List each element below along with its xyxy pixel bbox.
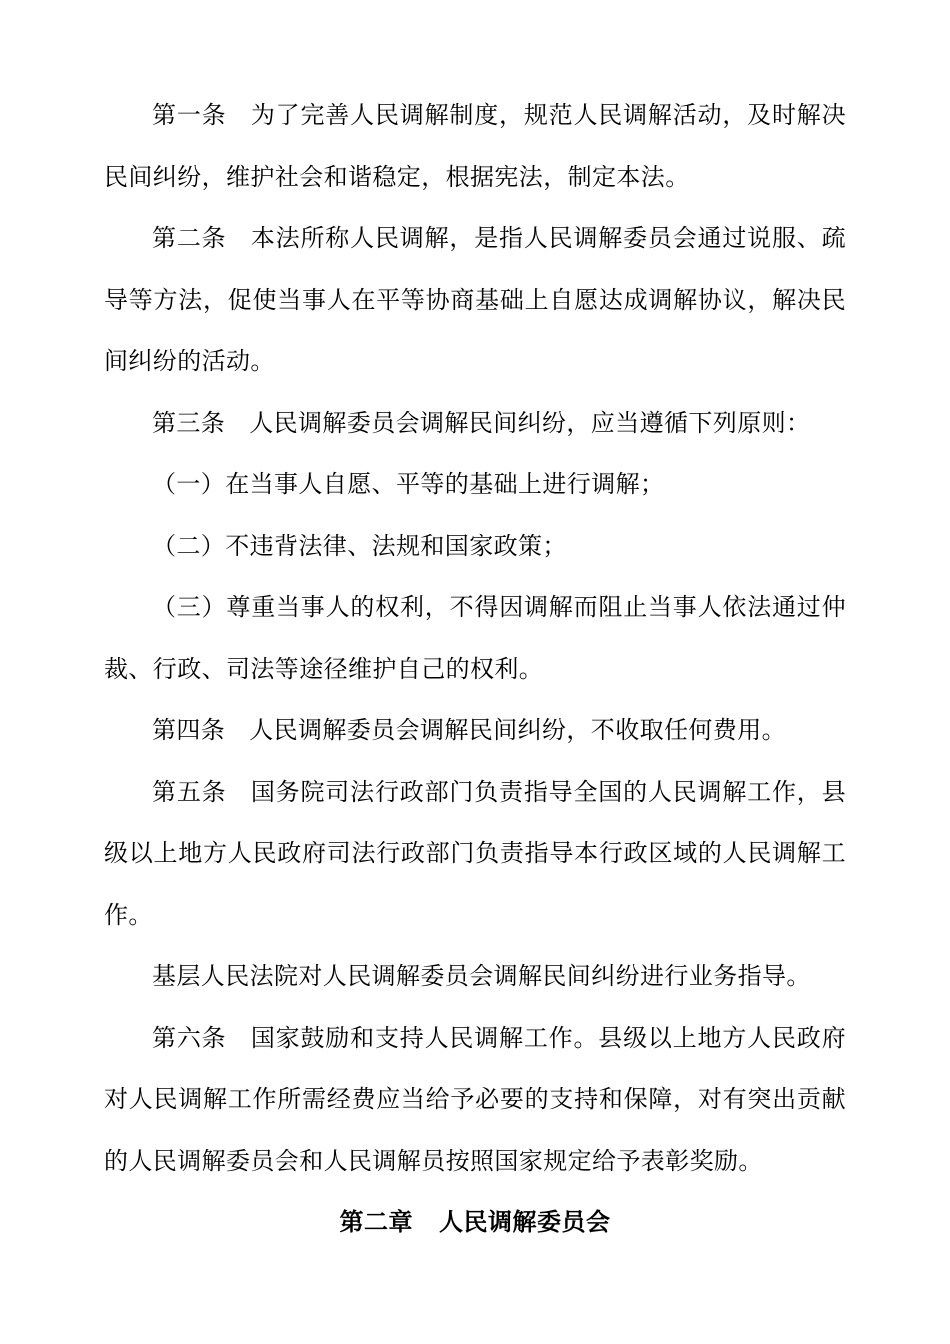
document-body: [104, 0, 846, 1254]
article-6: [104, 1008, 846, 1193]
article-label: 第三条: [152, 408, 226, 437]
article-text: 本法所称人民调解，是指人民调解委员会通过说服、疏导等方法，促使当事人在平等协商基础上自愿达成调解协议，解决民间纠纷的活动。: [104, 224, 846, 375]
article-4: [104, 700, 846, 762]
article-5-paragraph-2: 基层人民法院对人民调解委员会调解民间纠纷进行业务指导。: [152, 962, 811, 990]
article-label: 第五条: [152, 777, 227, 806]
article-label: 第四条: [152, 716, 226, 744]
article-label: 第六条: [152, 1023, 227, 1052]
article-text: 国家鼓励和支持人民调解工作。县级以上地方人民政府对人民调解工作所需经费应当给予必要的支持和保障，对有突出贡献的人民调解委员会和人民调解员按照国家规定给予表彰奖励。: [104, 1023, 846, 1175]
article-5: [104, 762, 846, 947]
chapter-heading: [104, 1192, 846, 1254]
article-3-item-3: （三）尊重当事人的权利，不得因调解而阻止当事人依法通过仲裁、行政、司法等途径维护自己的权利。: [104, 593, 846, 683]
article-text: 为了完善人民调解制度，规范人民调解活动，及时解决民间纠纷，维护社会和谐稳定，根据宪法，制定本法。: [104, 101, 846, 191]
article-label: 第二条: [152, 224, 227, 252]
article-1: [104, 85, 846, 208]
article-2: [104, 208, 846, 393]
article-3-item-2: （二）不违背法律、法规和国家政策；: [152, 531, 567, 560]
article-3: [104, 393, 846, 455]
article-3-item-1: （一）在当事人自愿、平等的基础上进行调解；: [152, 470, 665, 498]
article-text: 人民调解委员会调解民间纠纷，不收取任何费用。: [249, 716, 787, 744]
article-label: 第一条: [152, 101, 227, 129]
chapter-title: 人民调解委员会: [439, 1208, 611, 1236]
chapter-number: 第二章: [339, 1208, 413, 1236]
article-text: 国务院司法行政部门负责指导全国的人民调解工作，县级以上地方人民政府司法行政部门负责指导本行政区域的人民调解工作。: [104, 777, 846, 929]
article-text: 人民调解委员会调解民间纠纷，应当遵循下列原则：: [249, 408, 811, 437]
